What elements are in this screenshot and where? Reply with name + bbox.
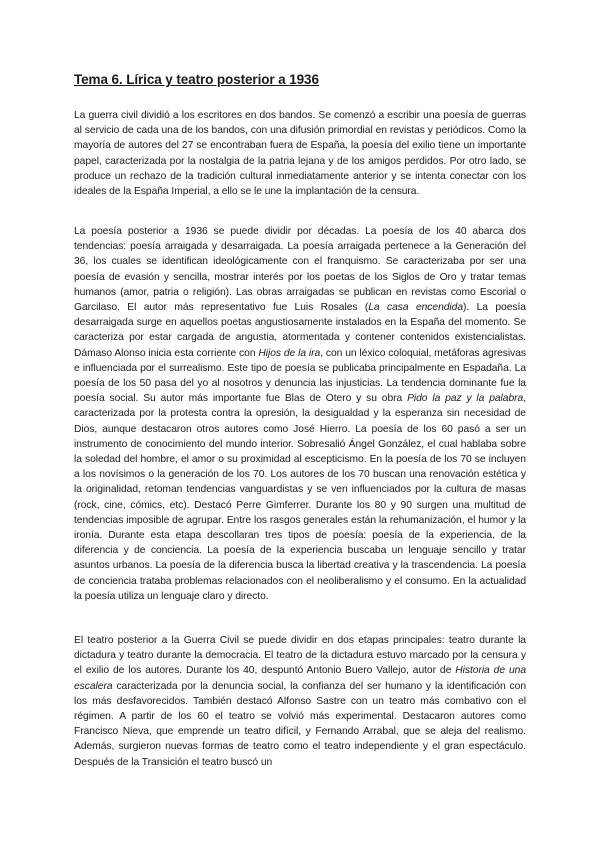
paragraph-poetry bbox=[74, 224, 526, 604]
paragraph-theatre bbox=[74, 633, 526, 770]
work-title-hijos-de-la-ira: Hijos de la ira bbox=[258, 347, 321, 359]
text-run: caracterizada por la denuncia social, la confianza del ser humano y la identificación con los más desfavorecidos. También destacó Alfonso Sastre con un teatro más combativo con el régimen. A partir de los 60 el teatro se volvió más experimental. Destacaron autores como Francisco Nieva, que emprende un teatro difícil, y Fernando Arrabal, que se aleja del realismo. Además, surgieron nuevas formas de teatro como el teatro independiente y el gran espectáculo. Después de la Transición el teatro buscó un bbox=[74, 680, 526, 768]
text-run: El teatro posterior a la Guerra Civil se puede dividir en dos etapas principales: teatro durante la dictadura y teatro durante la democracia. El teatro de la dictadura estuvo marcado por la censura y el exilio de los autores. Durante los 40, despuntó Antonio Buero Vallejo, autor de bbox=[74, 635, 526, 677]
text-run: , caracterizada por la protesta contra la opresión, la desigualdad y la esperanza sin necesidad de Dios, aunque destacaron otros autores como José Hierro. La poesía de los 60 pasó a ser un instrumento de conocimiento del mundo interior. Sobresalió Ángel González, el cual hablaba sobre la soledad del hombre, el amor o su proximidad al escepticismo. En la poesía de los 70 se incluyen a los novísimos o la generación de los 70. Los autores de los 70 buscan una renovación estética y la originalidad, retoman tendencias vanguardistas y se ven influenciados por la cultura de masas (rock, cine, cómics, etc). Destacó Perre Gimferrer. Durante los 80 y 90 surgen una multitud de tendencias imposible de agrupar. Entre los rasgos generales están la rehumanización, el humor y la ironía. Durante esta etapa descollaran tres tipos de poesía: poesía de la experiencia, de la diferencia y de conciencia. La poesía de la experiencia buscaba un lenguaje sencillo y tratar asuntos urbanos. La poesía de la diferencia busca la libertad creativa y la trascendencia. La poesía de conciencia trataba problemas relacionados con el neoliberalismo y el consumo. En la actualidad la poesía utiliza un lenguaje claro y directo. bbox=[74, 393, 527, 602]
work-title-historia-de-una-escalera: Historia de una escalera bbox=[74, 665, 526, 692]
paragraph-civil-war: La guerra civil dividió a los escritores en dos bandos. Se comenzó a escribir una poesía de guerras al servicio de cada una de los bandos, con una difusión primordial en revistas y periódicos. Como la mayoría de autores del 27 se encontraban fuera de España, la poesía del exilio tiene un importante papel, caracterizada por la nostalgia de la patria lejana y de los amigos perdidos. Por otro lado, se produce un rechazo de la tradición cultural inmediatamente anterior y se intenta conectar con los ideales de la España Imperial, a ello se le une la implantación de la censura. bbox=[74, 110, 526, 198]
text-run: ). La poesía desarraigada surge en aquellos poetas angustiosamente instalados en la España del momento. Se caracteriza por estar cargada de angustia, atormentada y contener contenidos existencialistas. Dámaso Alonso inicia esta corriente con bbox=[74, 302, 526, 359]
text-run: La poesía posterior a 1936 se puede dividir por décadas. La poesía de los 40 abarca dos tendencias: poesía arraigada y desarraigada. La poesía arraigada pertenece a la Generación del 36, los cuales se identifican ideológicamente con el franquismo. Se caracterizaba por ser una poesía de evasión y sencilla, mostrar interés por los poetas de los Siglos de Oro y tratar temas humanos (amor, patria o religión). Las obras arraigadas se publican en revistas como Escorial o Garcilaso. El autor más representativo fue Luis Rosales ( bbox=[74, 226, 526, 314]
work-title-pido-la-paz: Pido la paz y la palabra bbox=[407, 393, 524, 405]
work-title-la-casa-encendida: La casa encendida bbox=[368, 302, 464, 314]
document-title: Tema 6. Lírica y teatro posterior a 1936 bbox=[74, 72, 319, 87]
text-run: , con un léxico coloquial, metáforas agresivas e influenciada por el surrealismo. Este tipo de poesía se publicaba principalmente en Espadaña. La poesía de los 50 pasa del yo al nosotros y denuncia las injusticias. La tendencia dominante fue la poesía social. Su autor más importante fue Blas de Otero y su obra bbox=[74, 347, 527, 405]
